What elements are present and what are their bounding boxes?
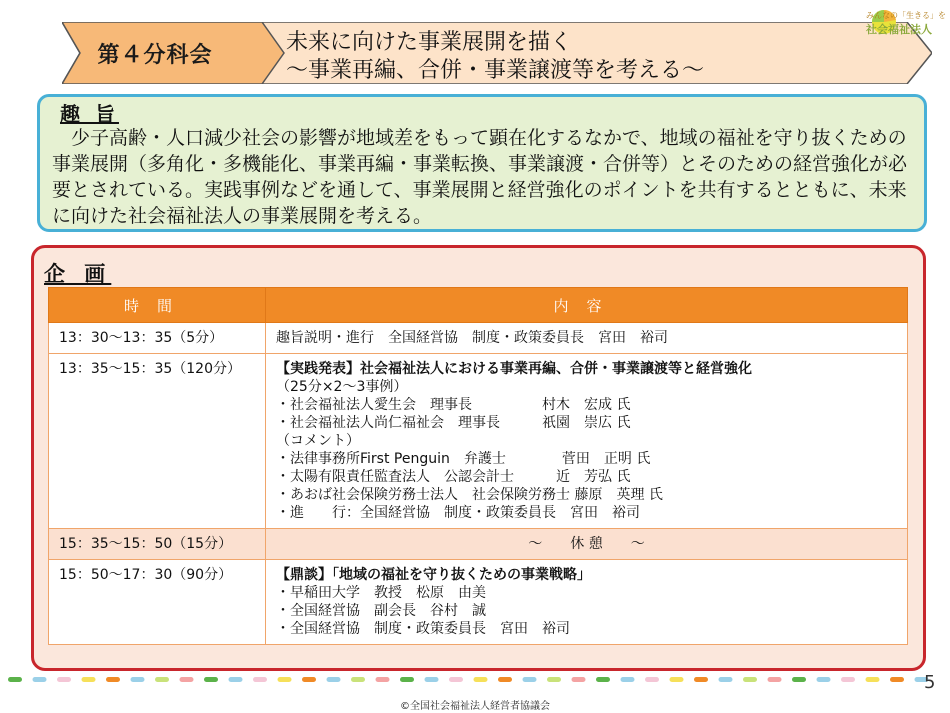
decorative-dot (523, 677, 537, 682)
decorative-dot (327, 677, 341, 682)
column-header-content: 内容 (266, 288, 908, 323)
decorative-dot (302, 677, 316, 682)
page-number: 5 (924, 672, 936, 693)
decorative-dot (449, 677, 463, 682)
break-cell: ～ 休 憩 ～ (266, 529, 908, 560)
session-label: 第４分科会 (97, 43, 213, 68)
plan-heading: 企 画 (44, 262, 112, 286)
decorative-dot (866, 677, 880, 682)
schedule-table (48, 287, 908, 645)
decorative-dot (33, 677, 47, 682)
time-cell: 13：30～13：35（5分） (49, 323, 266, 354)
content-line: ・全国経営協 副会長 谷村 誠 (276, 603, 486, 619)
session-title-line2: ～事業再編、合併・事業譲渡等を考える～ (286, 58, 705, 83)
time-cell: 15：50～17：30（90分） (49, 560, 266, 645)
content-title: 【鼎談】「地域の福祉を守り抜くための事業戦略」 (276, 567, 591, 583)
decorative-dot (547, 677, 561, 682)
session-title (286, 29, 704, 85)
column-header-time: 時間 (49, 288, 266, 323)
purpose-body: 少子高齢・人口減少社会の影響が地域差をもって顕在化するなかで、地域の福祉を守り抜くための事業展開（多角化・多機能化、事業再編・事業転換、事業譲渡・合併等）とそのための経営強化が必要とされている。実践事例などを通して、事業展開と経営強化のポイントを共有するとともに、未来に向けた社会福祉法人の事業展開を考える。 (52, 127, 908, 227)
decorative-dot (376, 677, 390, 682)
session-title-line1: 未来に向けた事業展開を描く (286, 30, 573, 55)
decorative-dot (498, 677, 512, 682)
decorative-dot (719, 677, 733, 682)
decorative-dot (8, 677, 22, 682)
decorative-dot (670, 677, 684, 682)
purpose-box (37, 94, 927, 232)
table-row-break (49, 529, 908, 560)
decorative-dot (155, 677, 169, 682)
decorative-dot (572, 677, 586, 682)
decorative-dot (596, 677, 610, 682)
table-row (49, 354, 908, 529)
time-cell: 15：35～15：50（15分） (49, 529, 266, 560)
logo-name: 社会福祉法人 (866, 23, 932, 36)
decorative-dot (768, 677, 782, 682)
decorative-dot (204, 677, 218, 682)
content-line: （25分×2～3事例） (276, 379, 408, 395)
decorative-dot (82, 677, 96, 682)
purpose-heading: 趣 旨 (60, 102, 119, 126)
decorative-dot (841, 677, 855, 682)
content-line: ・法律事務所First Penguin 弁護士 菅田 正明 氏 (276, 451, 651, 467)
content-line: ・社会福祉法人尚仁福祉会 理事長 祇園 崇広 氏 (276, 415, 631, 431)
content-line: ・社会福祉法人愛生会 理事長 村木 宏成 氏 (276, 397, 631, 413)
content-cell (266, 560, 908, 645)
decorative-dot (57, 677, 71, 682)
decorative-dot (474, 677, 488, 682)
decorative-dot (425, 677, 439, 682)
table-header-row (49, 288, 908, 323)
table-row (49, 560, 908, 645)
content-line: ・進 行：全国経営協 制度・政策委員長 宮田 裕司 (276, 505, 640, 521)
logo-tagline: みんなの「生きる」を (866, 11, 946, 20)
content-title: 【実践発表】社会福祉法人における事業再編、合併・事業譲渡等と経営強化 (276, 361, 752, 377)
time-cell: 13：35～15：35（120分） (49, 354, 266, 529)
content-line: ・太陽有限責任監査法人 公認会計士 近 芳弘 氏 (276, 469, 631, 485)
content-line: （コメント） (276, 433, 360, 449)
content-cell (266, 354, 908, 529)
decorative-dot (106, 677, 120, 682)
decorative-dot (694, 677, 708, 682)
decorative-dot (180, 677, 194, 682)
content-cell (266, 323, 908, 354)
content-line: 趣旨説明・進行 全国経営協 制度・政策委員長 宮田 裕司 (276, 330, 668, 346)
content-line: ・あおば社会保険労務士法人 社会保険労務士 藤原 英理 氏 (276, 487, 663, 503)
table-row (49, 323, 908, 354)
decorative-dot (400, 677, 414, 682)
content-line: ・早稲田大学 教授 松原 由美 (276, 585, 486, 601)
decorative-dot (645, 677, 659, 682)
decorative-dot (351, 677, 365, 682)
decorative-dot (743, 677, 757, 682)
decorative-dot (253, 677, 267, 682)
decorative-dot (890, 677, 904, 682)
decorative-dot (621, 677, 635, 682)
decorative-dot (792, 677, 806, 682)
decorative-dot-strip (0, 676, 950, 684)
decorative-dot (131, 677, 145, 682)
decorative-dot (229, 677, 243, 682)
decorative-dot (278, 677, 292, 682)
copyright: ©全国社会福祉法人経営者協議会 (400, 701, 550, 712)
decorative-dot (817, 677, 831, 682)
content-line: ・全国経営協 制度・政策委員長 宮田 裕司 (276, 621, 570, 637)
